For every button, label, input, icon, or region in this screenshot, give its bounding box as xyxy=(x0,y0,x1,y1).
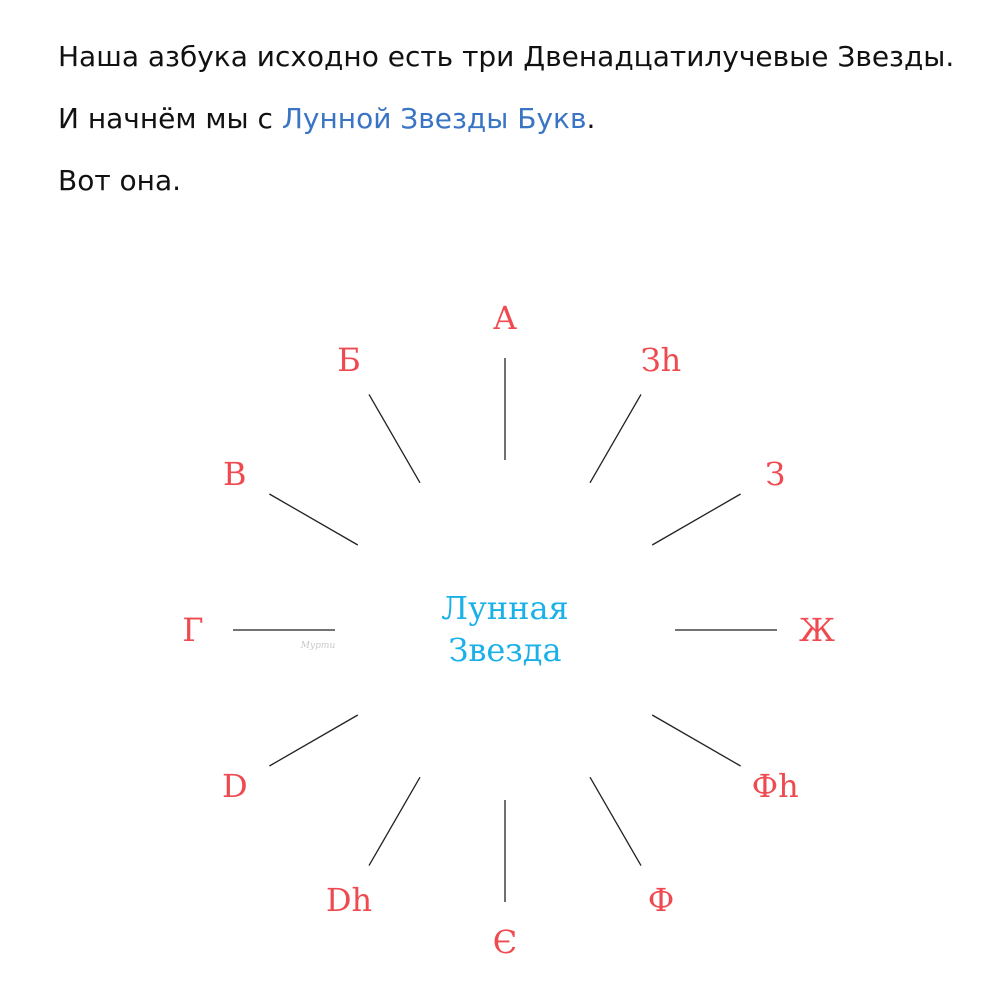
star-letter-7: Є xyxy=(492,923,518,961)
star-rays xyxy=(233,358,777,902)
center-label-line-1: Лунная xyxy=(441,589,569,627)
star-ray-5 xyxy=(652,715,740,766)
star-letter-8: Dh xyxy=(325,881,373,920)
star-letter-5: Фh xyxy=(751,767,799,805)
lunar-star-link-text: Лунной Звезды Букв xyxy=(281,102,587,135)
star-ray-2 xyxy=(590,394,641,482)
star-letter-10: Г xyxy=(182,611,204,649)
star-ray-8 xyxy=(369,777,420,865)
star-ray-9 xyxy=(269,715,357,766)
intro-line-2-prefix: И начнём мы с xyxy=(58,102,282,135)
center-label-line-2: Звезда xyxy=(448,631,562,669)
intro-line-3: Вот она. xyxy=(58,164,182,197)
star-letter-2: Зh xyxy=(640,340,682,379)
star-ray-11 xyxy=(269,494,357,545)
star-letter-3: З xyxy=(765,455,786,493)
star-ray-3 xyxy=(652,494,740,545)
star-letter-4: Ж xyxy=(799,611,835,649)
star-ray-6 xyxy=(590,777,641,865)
intro-line-2-suffix: . xyxy=(586,102,596,135)
watermark-signature: Мурти xyxy=(300,641,336,651)
star-ray-12 xyxy=(369,394,420,482)
intro-line-1: Наша азбука исходно есть три Двенадцатилучевые Звезды. xyxy=(58,40,955,73)
star-letter-9: D xyxy=(221,767,248,805)
star-letter-1: А xyxy=(492,299,518,337)
star-letter-12: Б xyxy=(337,340,361,379)
star-letter-11: В xyxy=(223,455,247,493)
star-letter-6: Ф xyxy=(647,881,675,920)
